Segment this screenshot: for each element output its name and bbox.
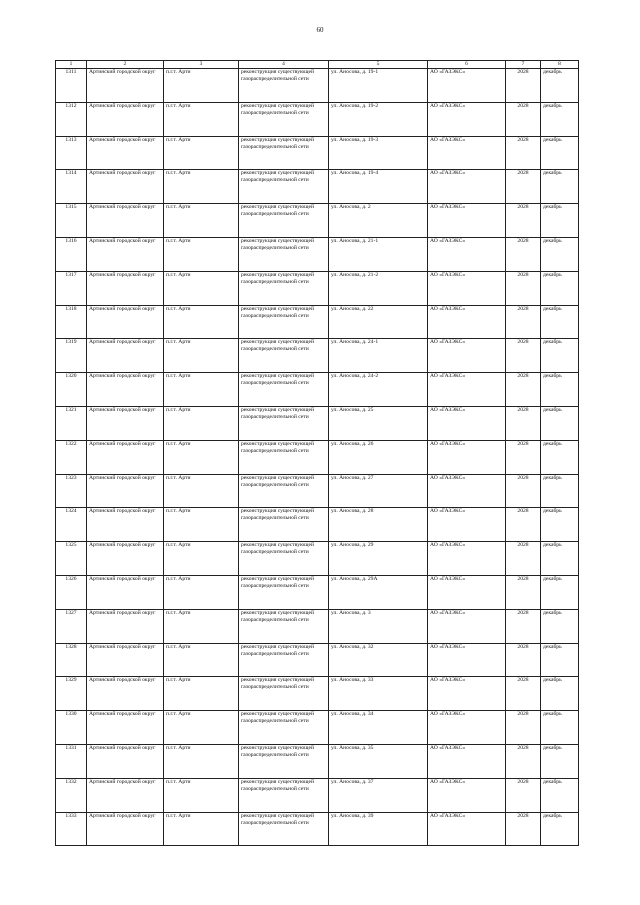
work-type-cell: реконструкция существующей газораспределительной сети [239, 373, 329, 407]
settlement-cell: п.г.т. Арти [164, 440, 239, 474]
year-cell: 2028 [506, 305, 541, 339]
company-cell: АО «ГАЗЭКС» [428, 474, 506, 508]
address-cell: ул. Аносова, д. 3 [329, 609, 428, 643]
column-header-4: 4 [239, 61, 329, 69]
column-header-7: 7 [506, 61, 541, 69]
company-cell: АО «ГАЗЭКС» [428, 440, 506, 474]
address-cell: ул. Аносова, д. 24-2 [329, 373, 428, 407]
work-type-cell: реконструкция существующей газораспределительной сети [239, 69, 329, 103]
company-cell: АО «ГАЗЭКС» [428, 69, 506, 103]
work-type-cell: реконструкция существующей газораспределительной сети [239, 102, 329, 136]
district-cell: Артинский городской округ [87, 339, 164, 373]
year-cell: 2028 [506, 204, 541, 238]
table-row [56, 305, 579, 339]
year-cell: 2028 [506, 812, 541, 846]
row-number: 1316 [56, 237, 87, 271]
company-cell: АО «ГАЗЭКС» [428, 305, 506, 339]
district-cell: Артинский городской округ [87, 406, 164, 440]
year-cell: 2028 [506, 271, 541, 305]
address-cell: ул. Аносова, д. 28 [329, 508, 428, 542]
work-type-cell: реконструкция существующей газораспределительной сети [239, 711, 329, 745]
address-cell: ул. Аносова, д. 35 [329, 744, 428, 778]
settlement-cell: п.г.т. Арти [164, 778, 239, 812]
settlement-cell: п.г.т. Арти [164, 711, 239, 745]
settlement-cell: п.г.т. Арти [164, 474, 239, 508]
year-cell: 2028 [506, 575, 541, 609]
company-cell: АО «ГАЗЭКС» [428, 373, 506, 407]
district-cell: Артинский городской округ [87, 373, 164, 407]
address-cell: ул. Аносова, д. 29 [329, 542, 428, 576]
company-cell: АО «ГАЗЭКС» [428, 339, 506, 373]
table-row [56, 136, 579, 170]
settlement-cell: п.г.т. Арти [164, 575, 239, 609]
year-cell: 2028 [506, 102, 541, 136]
year-cell: 2028 [506, 440, 541, 474]
month-cell: декабрь [541, 474, 579, 508]
address-cell: ул. Аносова, д. 32 [329, 643, 428, 677]
table-row [56, 575, 579, 609]
table-row [56, 474, 579, 508]
month-cell: декабрь [541, 677, 579, 711]
district-cell: Артинский городской округ [87, 542, 164, 576]
district-cell: Артинский городской округ [87, 440, 164, 474]
table-row [56, 508, 579, 542]
company-cell: АО «ГАЗЭКС» [428, 677, 506, 711]
row-number: 1321 [56, 406, 87, 440]
month-cell: декабрь [541, 542, 579, 576]
year-cell: 2028 [506, 237, 541, 271]
district-cell: Артинский городской округ [87, 170, 164, 204]
settlement-cell: п.г.т. Арти [164, 136, 239, 170]
column-number-row [56, 61, 579, 69]
month-cell: декабрь [541, 406, 579, 440]
settlement-cell: п.г.т. Арти [164, 812, 239, 846]
row-number: 1330 [56, 711, 87, 745]
address-cell: ул. Аносова, д. 24-1 [329, 339, 428, 373]
table-row [56, 778, 579, 812]
work-type-cell: реконструкция существующей газораспределительной сети [239, 339, 329, 373]
gas-network-registry-table [55, 60, 579, 846]
column-header-5: 5 [329, 61, 428, 69]
row-number: 1319 [56, 339, 87, 373]
district-cell: Артинский городской округ [87, 643, 164, 677]
row-number: 1328 [56, 643, 87, 677]
settlement-cell: п.г.т. Арти [164, 69, 239, 103]
page-number: 60 [316, 26, 324, 34]
settlement-cell: п.г.т. Арти [164, 339, 239, 373]
address-cell: ул. Аносова, д. 21-1 [329, 237, 428, 271]
table-row [56, 170, 579, 204]
work-type-cell: реконструкция существующей газораспределительной сети [239, 136, 329, 170]
month-cell: декабрь [541, 170, 579, 204]
company-cell: АО «ГАЗЭКС» [428, 744, 506, 778]
company-cell: АО «ГАЗЭКС» [428, 271, 506, 305]
settlement-cell: п.г.т. Арти [164, 271, 239, 305]
work-type-cell: реконструкция существующей газораспределительной сети [239, 508, 329, 542]
district-cell: Артинский городской округ [87, 271, 164, 305]
settlement-cell: п.г.т. Арти [164, 373, 239, 407]
company-cell: АО «ГАЗЭКС» [428, 508, 506, 542]
settlement-cell: п.г.т. Арти [164, 204, 239, 238]
table-row [56, 69, 579, 103]
settlement-cell: п.г.т. Арти [164, 508, 239, 542]
address-cell: ул. Аносова, д. 19-1 [329, 69, 428, 103]
company-cell: АО «ГАЗЭКС» [428, 136, 506, 170]
row-number: 1315 [56, 204, 87, 238]
column-header-2: 2 [87, 61, 164, 69]
month-cell: декабрь [541, 711, 579, 745]
month-cell: декабрь [541, 440, 579, 474]
address-cell: ул. Аносова, д. 27 [329, 474, 428, 508]
table-row [56, 609, 579, 643]
year-cell: 2028 [506, 542, 541, 576]
table-row [56, 373, 579, 407]
year-cell: 2028 [506, 609, 541, 643]
settlement-cell: п.г.т. Арти [164, 102, 239, 136]
work-type-cell: реконструкция существующей газораспределительной сети [239, 474, 329, 508]
month-cell: декабрь [541, 643, 579, 677]
district-cell: Артинский городской округ [87, 508, 164, 542]
year-cell: 2028 [506, 406, 541, 440]
month-cell: декабрь [541, 69, 579, 103]
work-type-cell: реконструкция существующей газораспределительной сети [239, 271, 329, 305]
company-cell: АО «ГАЗЭКС» [428, 170, 506, 204]
district-cell: Артинский городской округ [87, 136, 164, 170]
table-row [56, 812, 579, 846]
table-row [56, 339, 579, 373]
month-cell: декабрь [541, 812, 579, 846]
settlement-cell: п.г.т. Арти [164, 643, 239, 677]
company-cell: АО «ГАЗЭКС» [428, 643, 506, 677]
table-row [56, 271, 579, 305]
row-number: 1333 [56, 812, 87, 846]
year-cell: 2028 [506, 677, 541, 711]
address-cell: ул. Аносова, д. 2 [329, 204, 428, 238]
address-cell: ул. Аносова, д. 25 [329, 406, 428, 440]
district-cell: Артинский городской округ [87, 609, 164, 643]
table-row [56, 542, 579, 576]
table-row [56, 440, 579, 474]
district-cell: Артинский городской округ [87, 812, 164, 846]
address-cell: ул. Аносова, д. 29А [329, 575, 428, 609]
district-cell: Артинский городской округ [87, 778, 164, 812]
district-cell: Артинский городской округ [87, 237, 164, 271]
row-number: 1326 [56, 575, 87, 609]
row-number: 1318 [56, 305, 87, 339]
settlement-cell: п.г.т. Арти [164, 305, 239, 339]
year-cell: 2028 [506, 508, 541, 542]
table-row [56, 643, 579, 677]
table-row [56, 204, 579, 238]
company-cell: АО «ГАЗЭКС» [428, 575, 506, 609]
column-header-3: 3 [164, 61, 239, 69]
district-cell: Артинский городской округ [87, 474, 164, 508]
row-number: 1329 [56, 677, 87, 711]
settlement-cell: п.г.т. Арти [164, 406, 239, 440]
settlement-cell: п.г.т. Арти [164, 677, 239, 711]
work-type-cell: реконструкция существующей газораспределительной сети [239, 406, 329, 440]
month-cell: декабрь [541, 136, 579, 170]
row-number: 1331 [56, 744, 87, 778]
district-cell: Артинский городской округ [87, 677, 164, 711]
work-type-cell: реконструкция существующей газораспределительной сети [239, 542, 329, 576]
company-cell: АО «ГАЗЭКС» [428, 102, 506, 136]
column-header-1: 1 [56, 61, 87, 69]
year-cell: 2028 [506, 373, 541, 407]
work-type-cell: реконструкция существующей газораспределительной сети [239, 204, 329, 238]
month-cell: декабрь [541, 575, 579, 609]
address-cell: ул. Аносова, д. 33 [329, 677, 428, 711]
address-cell: ул. Аносова, д. 22 [329, 305, 428, 339]
district-cell: Артинский городской округ [87, 711, 164, 745]
year-cell: 2028 [506, 474, 541, 508]
month-cell: декабрь [541, 305, 579, 339]
column-header-6: 6 [428, 61, 506, 69]
work-type-cell: реконструкция существующей газораспределительной сети [239, 643, 329, 677]
settlement-cell: п.г.т. Арти [164, 237, 239, 271]
month-cell: декабрь [541, 744, 579, 778]
row-number: 1317 [56, 271, 87, 305]
month-cell: декабрь [541, 609, 579, 643]
address-cell: ул. Аносова, д. 19-2 [329, 102, 428, 136]
district-cell: Артинский городской округ [87, 69, 164, 103]
month-cell: декабрь [541, 508, 579, 542]
table-row [56, 744, 579, 778]
work-type-cell: реконструкция существующей газораспределительной сети [239, 778, 329, 812]
district-cell: Артинский городской округ [87, 305, 164, 339]
month-cell: декабрь [541, 204, 579, 238]
district-cell: Артинский городской округ [87, 102, 164, 136]
year-cell: 2028 [506, 778, 541, 812]
month-cell: декабрь [541, 102, 579, 136]
address-cell: ул. Аносова, д. 19-3 [329, 136, 428, 170]
year-cell: 2028 [506, 643, 541, 677]
company-cell: АО «ГАЗЭКС» [428, 542, 506, 576]
district-cell: Артинский городской округ [87, 575, 164, 609]
work-type-cell: реконструкция существующей газораспределительной сети [239, 744, 329, 778]
row-number: 1332 [56, 778, 87, 812]
table-row [56, 677, 579, 711]
year-cell: 2028 [506, 69, 541, 103]
address-cell: ул. Аносова, д. 37 [329, 778, 428, 812]
table-row [56, 711, 579, 745]
table-row [56, 237, 579, 271]
address-cell: ул. Аносова, д. 26 [329, 440, 428, 474]
company-cell: АО «ГАЗЭКС» [428, 812, 506, 846]
company-cell: АО «ГАЗЭКС» [428, 204, 506, 238]
year-cell: 2028 [506, 136, 541, 170]
work-type-cell: реконструкция существующей газораспределительной сети [239, 609, 329, 643]
settlement-cell: п.г.т. Арти [164, 609, 239, 643]
row-number: 1320 [56, 373, 87, 407]
district-cell: Артинский городской округ [87, 204, 164, 238]
company-cell: АО «ГАЗЭКС» [428, 711, 506, 745]
row-number: 1311 [56, 69, 87, 103]
year-cell: 2028 [506, 339, 541, 373]
row-number: 1325 [56, 542, 87, 576]
table-row [56, 102, 579, 136]
work-type-cell: реконструкция существующей газораспределительной сети [239, 237, 329, 271]
work-type-cell: реконструкция существующей газораспределительной сети [239, 812, 329, 846]
district-cell: Артинский городской округ [87, 744, 164, 778]
work-type-cell: реконструкция существующей газораспределительной сети [239, 305, 329, 339]
company-cell: АО «ГАЗЭКС» [428, 237, 506, 271]
month-cell: декабрь [541, 778, 579, 812]
work-type-cell: реконструкция существующей газораспределительной сети [239, 440, 329, 474]
table-body [56, 69, 579, 846]
row-number: 1314 [56, 170, 87, 204]
table-row [56, 406, 579, 440]
work-type-cell: реконструкция существующей газораспределительной сети [239, 170, 329, 204]
row-number: 1324 [56, 508, 87, 542]
year-cell: 2028 [506, 744, 541, 778]
year-cell: 2028 [506, 711, 541, 745]
company-cell: АО «ГАЗЭКС» [428, 778, 506, 812]
work-type-cell: реконструкция существующей газораспределительной сети [239, 575, 329, 609]
work-type-cell: реконструкция существующей газораспределительной сети [239, 677, 329, 711]
row-number: 1323 [56, 474, 87, 508]
month-cell: декабрь [541, 271, 579, 305]
month-cell: декабрь [541, 237, 579, 271]
column-header-8: 8 [541, 61, 579, 69]
month-cell: декабрь [541, 373, 579, 407]
year-cell: 2028 [506, 170, 541, 204]
address-cell: ул. Аносова, д. 19-4 [329, 170, 428, 204]
month-cell: декабрь [541, 339, 579, 373]
row-number: 1327 [56, 609, 87, 643]
address-cell: ул. Аносова, д. 34 [329, 711, 428, 745]
address-cell: ул. Аносова, д. 21-2 [329, 271, 428, 305]
row-number: 1322 [56, 440, 87, 474]
company-cell: АО «ГАЗЭКС» [428, 406, 506, 440]
settlement-cell: п.г.т. Арти [164, 170, 239, 204]
settlement-cell: п.г.т. Арти [164, 744, 239, 778]
address-cell: ул. Аносова, д. 39 [329, 812, 428, 846]
row-number: 1313 [56, 136, 87, 170]
company-cell: АО «ГАЗЭКС» [428, 609, 506, 643]
settlement-cell: п.г.т. Арти [164, 542, 239, 576]
row-number: 1312 [56, 102, 87, 136]
